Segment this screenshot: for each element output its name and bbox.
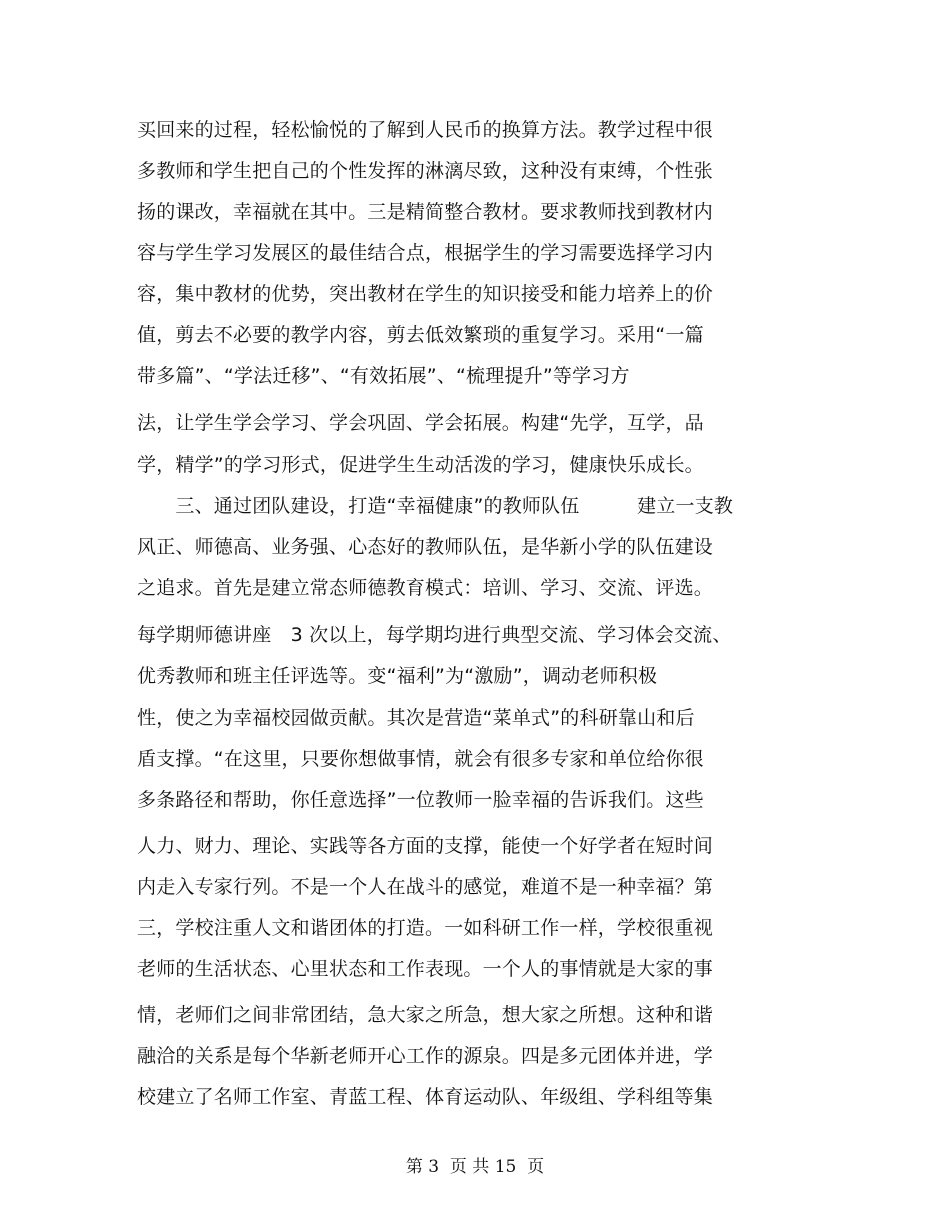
text-line: 融洽的关系是每个华新老师开心工作的源泉。四是多元团体并进，学 — [137, 1045, 714, 1067]
text-line: 容与学生学习发展区的最佳结合点，根据学生的学习需要选择学习内 — [137, 242, 714, 264]
text-line: 内走入专家行列。不是一个人在战斗的感觉，难道不是一种幸福？第 — [137, 876, 714, 898]
text-line: 性，使之为幸福校园做贡献。其次是营造“菜单式”的科研靠山和后 — [137, 707, 695, 729]
text-line: 风正、师德高、业务强、心态好的教师队伍，是华新小学的队伍建设 — [137, 536, 714, 558]
text-line: 多教师和学生把自己的个性发挥的淋漓尽致，这种没有束缚，个性张 — [137, 160, 714, 182]
page-number-footer: 第 3 页 共 15 页 — [405, 1157, 545, 1177]
text-line: 买回来的过程，轻松愉悦的了解到人民币的换算方法。教学过程中很 — [137, 119, 714, 141]
text-line: 之追求。首先是建立常态师德教育模式：培训、学习、交流、评选。 — [137, 577, 714, 599]
section-heading-line: 三、通过团队建设，打造“幸福健康”的教师队伍 建立一支教 — [137, 495, 734, 517]
text-line: 法，让学生学会学习、学会巩固、学会拓展。构建“先学，互学，品 — [137, 412, 704, 434]
text-line: 三，学校注重人文和谐团体的打造。一如科研工作一样，学校很重视 — [137, 917, 714, 939]
text-line: 人力、财力、理论、实践等各方面的支撑，能使一个好学者在短时间 — [137, 835, 714, 857]
text-line: 扬的课改，幸福就在其中。三是精简整合教材。要求教师找到教材内 — [137, 201, 714, 223]
text-line: 老师的生活状态、心里状态和工作表现。一个人的事情就是大家的事 — [137, 958, 714, 980]
text-line: 多条路径和帮助，你任意选择”一位教师一脸幸福的告诉我们。这些 — [137, 789, 704, 811]
text-line: 每学期师德讲座 3 次以上，每学期均进行典型交流、学习体会交流、 — [137, 624, 732, 646]
text-line: 带多篇”、“学法迁移”、“有效拓展”、“梳理提升”等学习方 — [137, 365, 630, 387]
text-line: 优秀教师和班主任评选等。变“福利”为“激励”，调动老师积极 — [137, 665, 658, 687]
text-line: 校建立了名师工作室、青蓝工程、体育运动队、年级组、学科组等集 — [137, 1086, 714, 1108]
text-line: 情，老师们之间非常团结，急大家之所急，想大家之所想。这种和谐 — [137, 1004, 714, 1026]
text-line: 学，精学”的学习形式，促进学生生动活泼的学习，健康快乐成长。 — [137, 454, 704, 476]
text-line: 值，剪去不必要的教学内容，剪去低效繁琐的重复学习。采用“一篇 — [137, 324, 704, 346]
text-line: 盾支撑。“在这里，只要你想做事情，就会有很多专家和单位给你很 — [137, 748, 704, 770]
text-line: 容，集中教材的优势，突出教材在学生的知识接受和能力培养上的价 — [137, 283, 714, 305]
